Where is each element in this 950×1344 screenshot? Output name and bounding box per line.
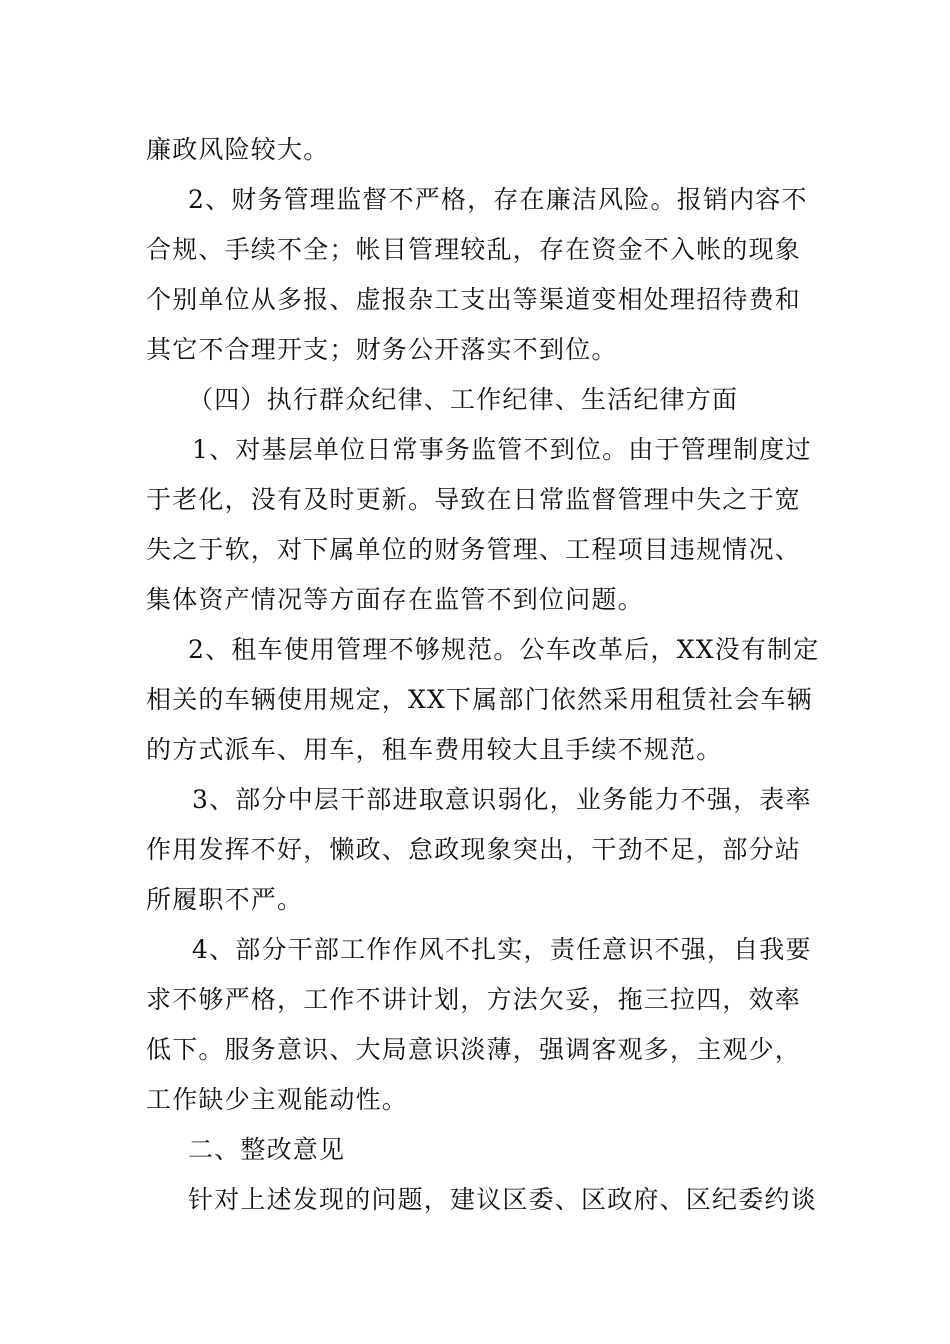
text-line: 3、部分中层干部进取意识弱化，业务能力不强，表率 — [192, 785, 812, 814]
text-line: 的方式派车、用车，租车费用较大且手续不规范。 — [146, 735, 723, 764]
text-line: 2、租车使用管理不够规范。公车改革后，XX没有制定 — [188, 635, 820, 664]
text-line: 工作缺少主观能动性。 — [146, 1085, 409, 1114]
text-line: 针对上述发现的问题，建议区委、区政府、区纪委约谈 — [188, 1185, 817, 1214]
text-line: 低下。服务意识、大局意识淡薄，强调客观多，主观少， — [146, 1035, 802, 1064]
text-line: 其它不合理开支；财务公开落实不到位。 — [146, 335, 618, 364]
text-line: 个别单位从多报、虚报杂工支出等渠道变相处理招待费和 — [146, 285, 802, 314]
section-heading: （四）执行群众纪律、工作纪律、生活纪律方面 — [188, 385, 739, 414]
text-line: 1、对基层单位日常事务监管不到位。由于管理制度过 — [192, 435, 812, 464]
text-line: 2、财务管理监督不严格，存在廉洁风险。报销内容不 — [188, 185, 808, 214]
text-line: 于老化，没有及时更新。导致在日常监督管理中失之于宽 — [146, 485, 802, 514]
text-line: 集体资产情况等方面存在监管不到位问题。 — [146, 585, 644, 614]
text-line: 作用发挥不好，懒政、怠政现象突出，干劲不足，部分站 — [146, 835, 802, 864]
text-line: 廉政风险较大。 — [146, 135, 330, 164]
text-line: 合规、手续不全；帐目管理较乱，存在资金不入帐的现象 — [146, 235, 802, 264]
text-line: 失之于软，对下属单位的财务管理、工程项目违规情况、 — [146, 535, 802, 564]
text-line: 所履职不严。 — [146, 885, 304, 914]
text-line: 相关的车辆使用规定，XX下属部门依然采用租赁社会车辆 — [146, 685, 813, 714]
text-line: 4、部分干部工作作风不扎实，责任意识不强，自我要 — [192, 935, 812, 964]
section-heading: 二、整改意见 — [188, 1135, 346, 1164]
text-line: 求不够严格，工作不讲计划，方法欠妥，拖三拉四，效率 — [146, 985, 802, 1014]
